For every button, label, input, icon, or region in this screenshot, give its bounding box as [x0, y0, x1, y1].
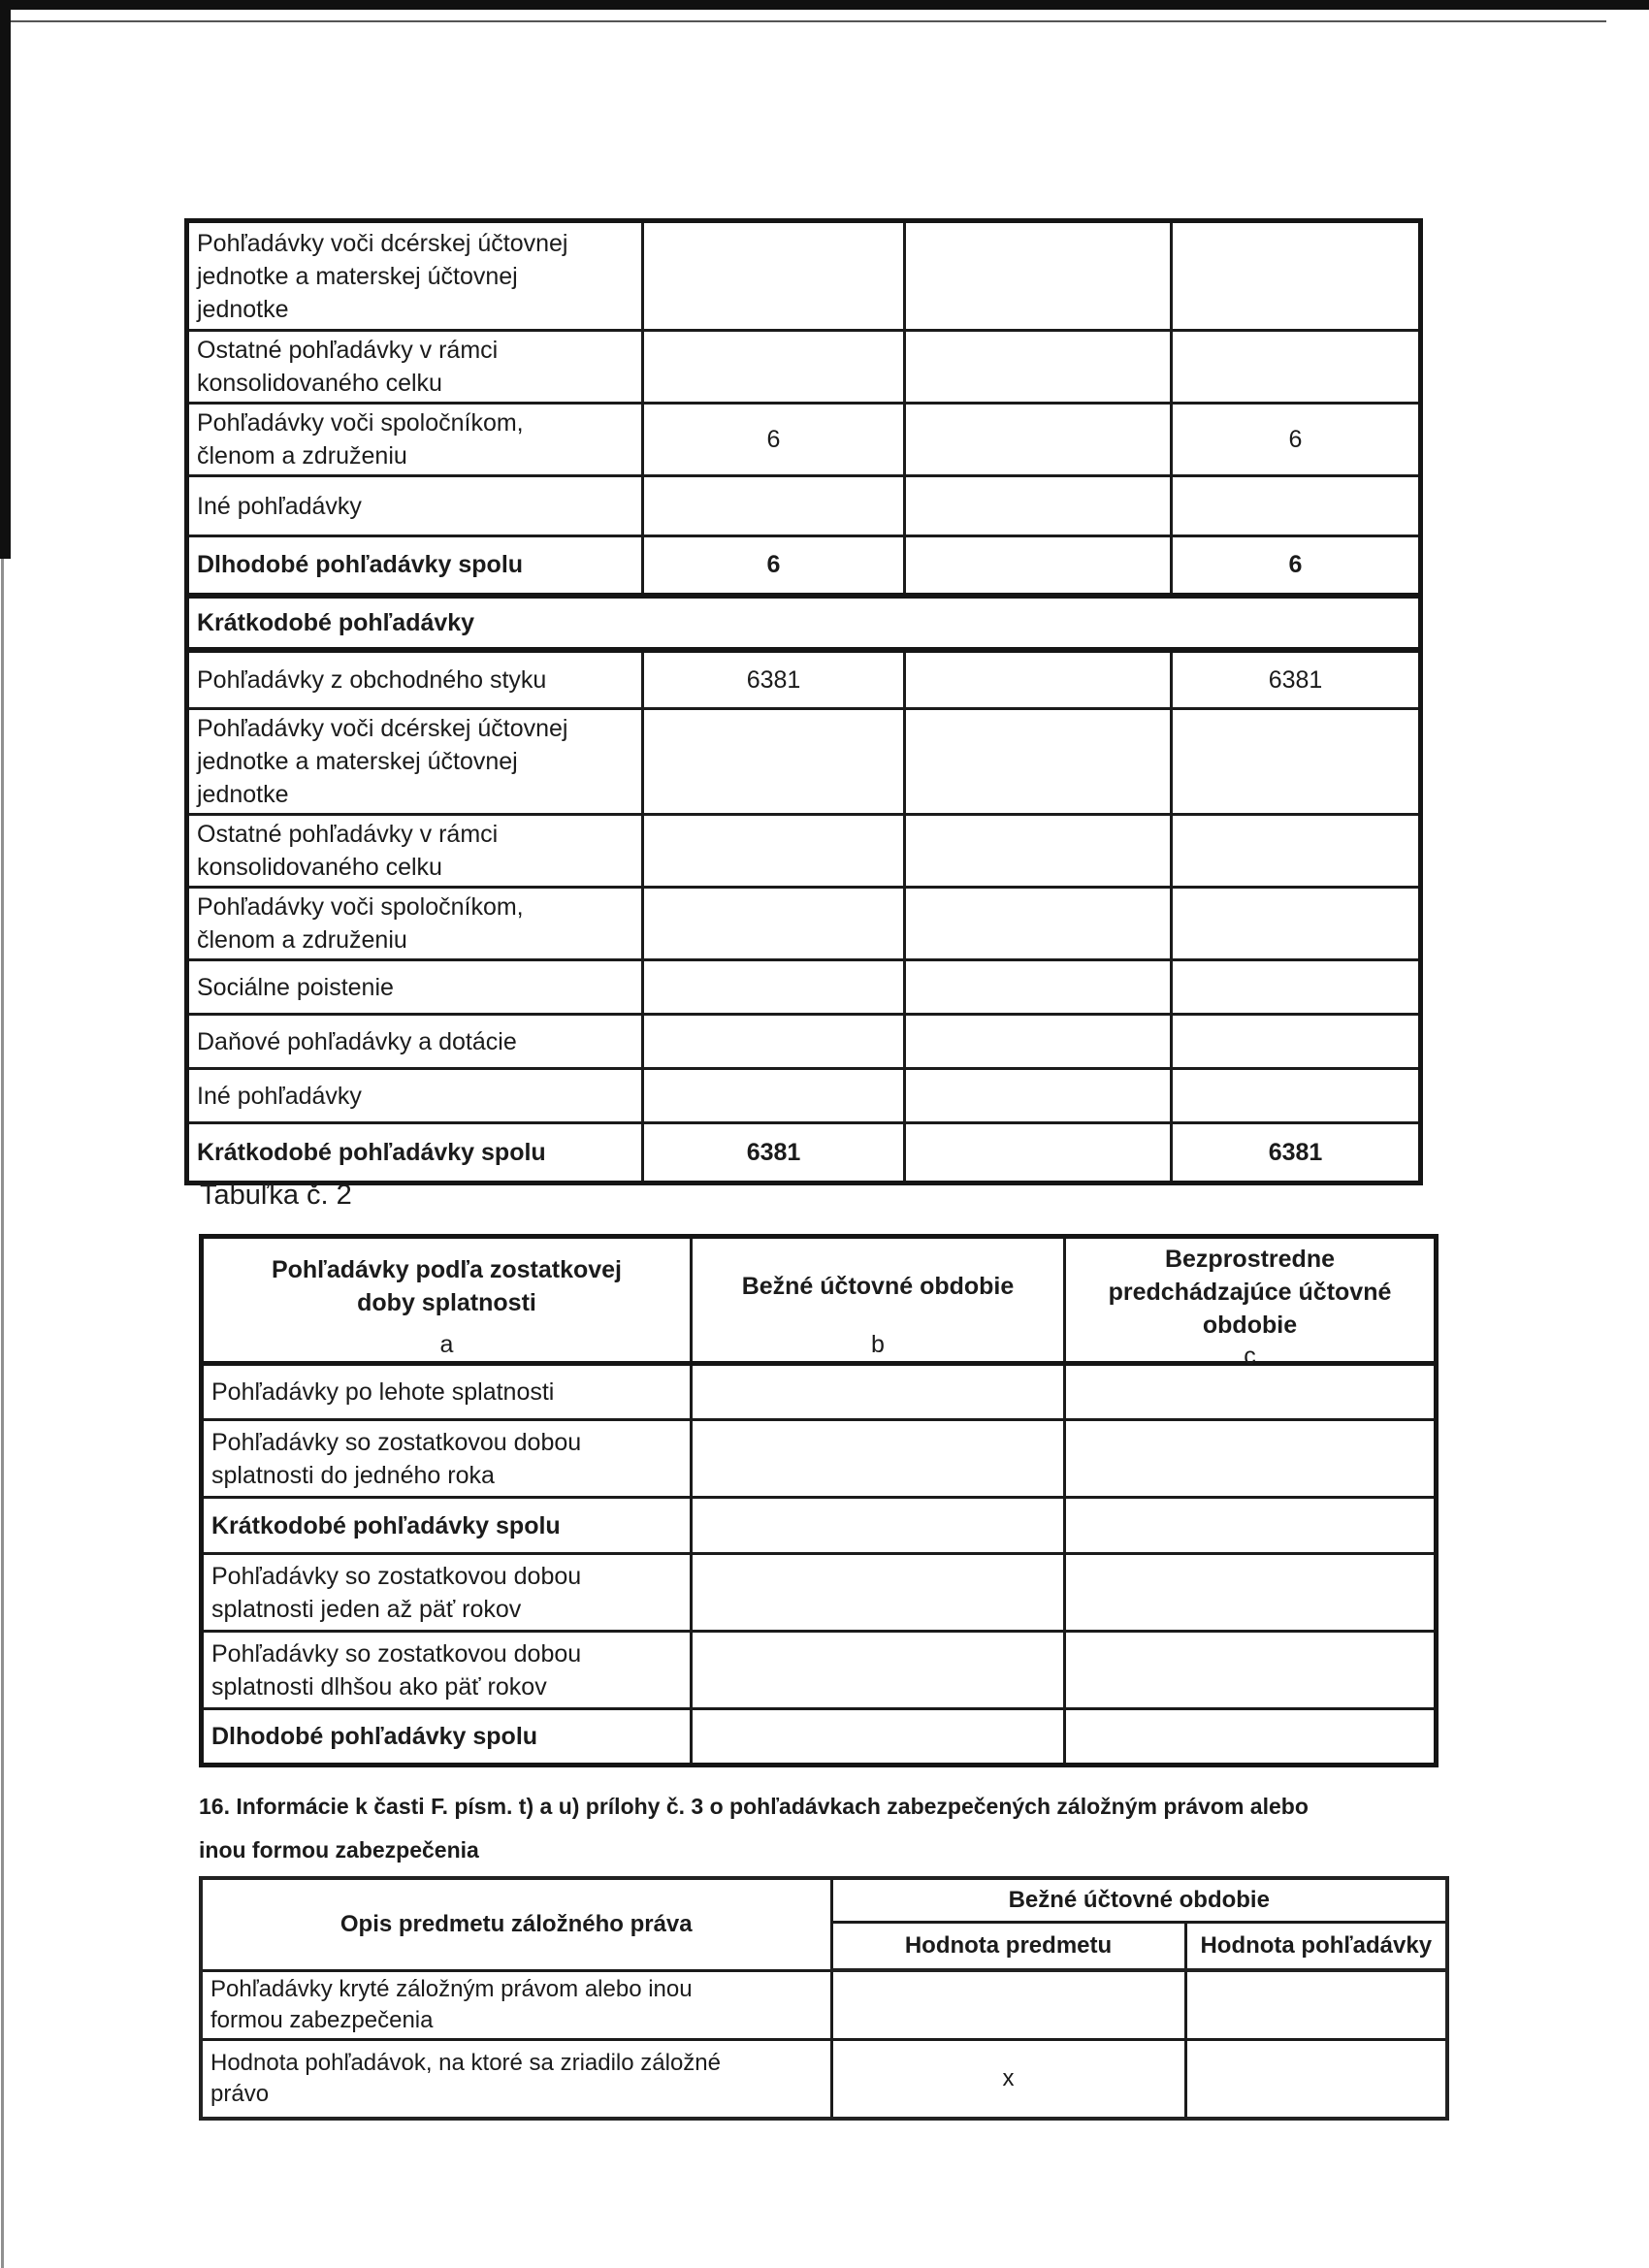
value-cell	[905, 536, 1172, 596]
table-row	[187, 1069, 1421, 1123]
table-row	[187, 476, 1421, 536]
value-cell	[1065, 1554, 1437, 1632]
section-16-heading-line2: inou formou zabezpečenia	[199, 1837, 479, 1863]
value-cell	[905, 960, 1172, 1015]
table-total-row	[187, 536, 1421, 596]
header-cell: Bezprostredne predchádzajúce účtovné obdobie c	[1065, 1237, 1437, 1364]
table-row	[187, 221, 1421, 331]
value-cell	[831, 1970, 1185, 2039]
table2-title: Tabuľka č. 2	[200, 1180, 352, 1211]
receivables-table	[184, 218, 1423, 1185]
header-cell: Bežné účtovné obdobie b	[692, 1237, 1065, 1364]
group-header-cell: Bežné účtovné obdobie	[831, 1878, 1447, 1922]
value-cell	[643, 888, 905, 960]
value-cell: 6	[1172, 536, 1421, 596]
row-label: Sociálne poistenie	[187, 960, 643, 1015]
value-cell	[692, 1554, 1065, 1632]
row-label: Krátkodobé pohľadávky spolu	[187, 1123, 643, 1183]
scanner-edge-left	[0, 0, 11, 559]
table-row	[187, 888, 1421, 960]
scanner-edge-top	[0, 0, 1649, 10]
value-cell	[643, 1015, 905, 1069]
value-cell	[1065, 1632, 1437, 1709]
row-label: Pohľadávky voči spoločníkom, členom a združeniu	[187, 888, 643, 960]
table-total-row	[202, 1709, 1437, 1766]
value-cell: 6	[643, 404, 905, 476]
value-cell	[905, 709, 1172, 815]
value-cell	[1172, 1015, 1421, 1069]
column-letter: a	[439, 1331, 454, 1358]
table-row	[187, 650, 1421, 709]
row-label: Hodnota pohľadávok, na ktoré sa zriadilo záložné právo	[201, 2039, 831, 2119]
row-label: Krátkodobé pohľadávky spolu	[202, 1498, 692, 1554]
section-16-heading	[199, 1785, 1309, 1872]
table-row	[187, 331, 1421, 404]
value-cell	[905, 404, 1172, 476]
row-label: Dlhodobé pohľadávky spolu	[202, 1709, 692, 1766]
row-label: Pohľadávky voči spoločníkom, členom a združeniu	[187, 404, 643, 476]
value-cell	[1065, 1498, 1437, 1554]
value-cell	[905, 1069, 1172, 1123]
table-row	[187, 404, 1421, 476]
row-label: Iné pohľadávky	[187, 1069, 643, 1123]
value-cell	[1172, 1069, 1421, 1123]
row-label: Pohľadávky so zostatkovou dobou splatnosti do jedného roka	[202, 1420, 692, 1498]
table-row	[201, 1970, 1447, 2039]
value-cell	[643, 476, 905, 536]
header-cell: Opis predmetu záložného práva	[201, 1878, 831, 1970]
value-cell	[643, 960, 905, 1015]
value-cell	[643, 1069, 905, 1123]
value-cell	[905, 1123, 1172, 1183]
table-row	[202, 1554, 1437, 1632]
row-label: Pohľadávky voči dcérskej účtovnej jednotke a materskej účtovnej jednotke	[187, 709, 643, 815]
value-cell	[905, 476, 1172, 536]
value-cell	[1185, 2039, 1447, 2119]
value-cell	[643, 815, 905, 888]
table-row	[187, 960, 1421, 1015]
row-label: Iné pohľadávky	[187, 476, 643, 536]
value-cell: 6381	[1172, 650, 1421, 709]
pledge-table	[199, 1876, 1449, 2121]
scanner-edge-left-lower	[1, 559, 4, 2268]
header-cell: Hodnota predmetu	[831, 1922, 1185, 1970]
value-cell: 6381	[643, 650, 905, 709]
table-row	[187, 709, 1421, 815]
column-letter: b	[871, 1331, 885, 1358]
value-cell	[905, 1015, 1172, 1069]
value-cell	[692, 1420, 1065, 1498]
row-label: Ostatné pohľadávky v rámci konsolidovaného celku	[187, 815, 643, 888]
header-cell: Hodnota pohľadávky	[1185, 1922, 1447, 1970]
value-cell	[643, 221, 905, 331]
value-cell: 6381	[1172, 1123, 1421, 1183]
value-cell	[643, 709, 905, 815]
value-cell: 6	[1172, 404, 1421, 476]
value-cell	[692, 1364, 1065, 1420]
value-cell	[1172, 960, 1421, 1015]
table-total-row	[187, 1123, 1421, 1183]
row-label: Ostatné pohľadávky v rámci konsolidovaného celku	[187, 331, 643, 404]
row-label: Pohľadávky voči dcérskej účtovnej jednotke a materskej účtovnej jednotke	[187, 221, 643, 331]
maturity-table	[199, 1234, 1439, 1767]
value-cell: 6381	[643, 1123, 905, 1183]
value-cell: x	[831, 2039, 1185, 2119]
value-cell	[1172, 815, 1421, 888]
value-cell	[1172, 709, 1421, 815]
table-row	[201, 2039, 1447, 2119]
value-cell	[1065, 1420, 1437, 1498]
table-row	[187, 815, 1421, 888]
value-cell	[1172, 888, 1421, 960]
row-label: Pohľadávky so zostatkovou dobou splatnosti jeden až päť rokov	[202, 1554, 692, 1632]
value-cell	[905, 888, 1172, 960]
section-16-heading-line1: 16. Informácie k časti F. písm. t) a u) prílohy č. 3 o pohľadávkach zabezpečených záložným právom alebo	[199, 1794, 1309, 1819]
value-cell	[692, 1632, 1065, 1709]
value-cell	[643, 331, 905, 404]
value-cell	[1065, 1709, 1437, 1766]
value-cell: 6	[643, 536, 905, 596]
row-label: Dlhodobé pohľadávky spolu	[187, 536, 643, 596]
row-label: Pohľadávky z obchodného styku	[187, 650, 643, 709]
value-cell	[1172, 476, 1421, 536]
row-label: Pohľadávky kryté záložným právom alebo inou formou zabezpečenia	[201, 1970, 831, 2039]
section-header-row	[187, 596, 1421, 650]
table-total-row	[202, 1498, 1437, 1554]
value-cell	[905, 815, 1172, 888]
table-header-row	[201, 1878, 1447, 1922]
row-label: Pohľadávky so zostatkovou dobou splatnosti dlhšou ako päť rokov	[202, 1632, 692, 1709]
value-cell	[905, 331, 1172, 404]
table-row	[202, 1420, 1437, 1498]
value-cell	[692, 1709, 1065, 1766]
value-cell	[905, 650, 1172, 709]
value-cell	[1172, 221, 1421, 331]
table-row	[202, 1632, 1437, 1709]
value-cell	[1172, 331, 1421, 404]
row-label: Daňové pohľadávky a dotácie	[187, 1015, 643, 1069]
value-cell	[905, 221, 1172, 331]
row-label: Pohľadávky po lehote splatnosti	[202, 1364, 692, 1420]
page-edge-line	[8, 20, 1606, 22]
value-cell	[692, 1498, 1065, 1554]
header-cell: Pohľadávky podľa zostatkovej doby splatnosti a	[202, 1237, 692, 1364]
table-header-row	[202, 1237, 1437, 1364]
column-letter: c	[1244, 1343, 1256, 1370]
table-row	[187, 1015, 1421, 1069]
section-header-label: Krátkodobé pohľadávky	[187, 596, 1421, 650]
value-cell	[1185, 1970, 1447, 2039]
